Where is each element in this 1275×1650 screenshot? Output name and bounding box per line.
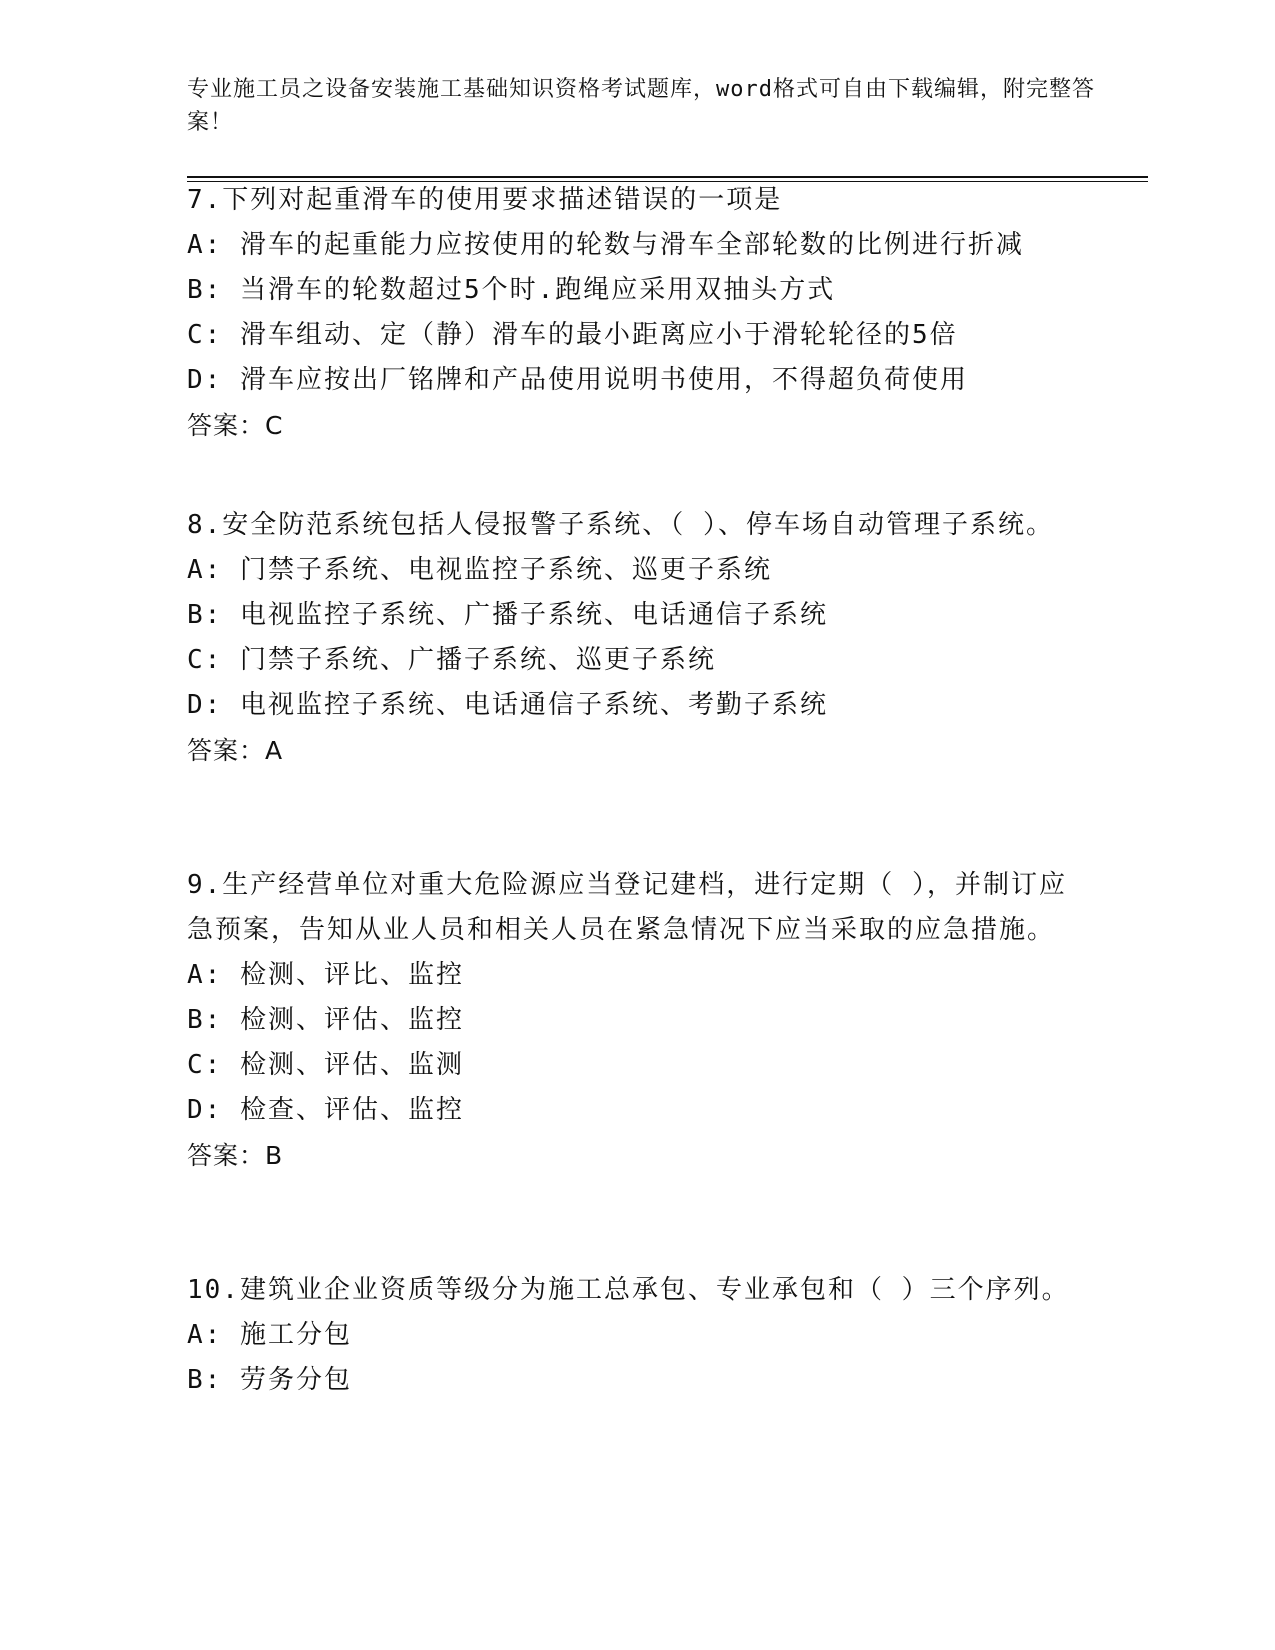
option-d xyxy=(187,1088,1087,1133)
option-c xyxy=(187,1043,1087,1088)
question-8 xyxy=(187,503,1087,773)
option-d xyxy=(187,683,1087,728)
option-text: 电视监控子系统、电话通信子系统、考勤子系统 xyxy=(239,690,828,720)
answer: 答案：A xyxy=(187,736,284,765)
option-text: 滑车应按出厂铭牌和产品使用说明书使用，不得超负荷使用 xyxy=(239,365,968,395)
option-text: 检测、评估、监测 xyxy=(239,1050,464,1080)
option-letter: A: xyxy=(187,230,223,260)
option-c xyxy=(187,313,1087,358)
option-d xyxy=(187,358,1087,403)
option-letter: D: xyxy=(187,365,223,395)
option-text: 施工分包 xyxy=(239,1320,352,1350)
option-text: 门禁子系统、广播子系统、巡更子系统 xyxy=(239,645,716,675)
option-letter: B: xyxy=(187,600,223,630)
option-b xyxy=(187,998,1087,1043)
option-a xyxy=(187,548,1087,593)
option-letter: B: xyxy=(187,1005,223,1035)
answer: 答案：B xyxy=(187,1141,284,1170)
option-letter: D: xyxy=(187,690,223,720)
option-letter: D: xyxy=(187,1095,223,1125)
option-letter: C: xyxy=(187,320,223,350)
option-letter: A: xyxy=(187,1320,223,1350)
option-text: 劳务分包 xyxy=(239,1365,352,1395)
question-9 xyxy=(187,863,1087,1178)
answer: 答案：C xyxy=(187,411,284,440)
option-text: 门禁子系统、电视监控子系统、巡更子系统 xyxy=(239,555,772,585)
option-text: 滑车组动、定（静）滑车的最小距离应小于滑轮轮径的5倍 xyxy=(239,320,958,350)
option-a xyxy=(187,1313,1087,1358)
question-stem: 9.生产经营单位对重大危险源应当登记建档，进行定期（ ），并制订应急预案，告知从业人员和相关人员在紧急情况下应当采取的应急措施。 xyxy=(187,870,1067,945)
option-letter: A: xyxy=(187,555,223,585)
option-letter: B: xyxy=(187,1365,223,1395)
document-header: 专业施工员之设备安装施工基础知识资格考试题库，word格式可自由下载编辑，附完整答案！ xyxy=(187,77,1095,135)
option-a xyxy=(187,953,1087,998)
option-letter: A: xyxy=(187,960,223,990)
question-stem: 7.下列对起重滑车的使用要求描述错误的一项是 xyxy=(187,185,783,215)
option-a xyxy=(187,223,1087,268)
option-letter: C: xyxy=(187,1050,223,1080)
option-text: 当滑车的轮数超过5个时.跑绳应采用双抽头方式 xyxy=(239,275,836,305)
option-letter: B: xyxy=(187,275,223,305)
option-text: 检测、评比、监控 xyxy=(239,960,464,990)
question-stem: 8.安全防范系统包括人侵报警子系统、（ ）、停车场自动管理子系统。 xyxy=(187,510,1054,540)
option-b xyxy=(187,268,1087,313)
option-text: 滑车的起重能力应按使用的轮数与滑车全部轮数的比例进行折减 xyxy=(239,230,1024,260)
option-b xyxy=(187,1358,1087,1403)
question-10 xyxy=(187,1268,1087,1403)
option-c xyxy=(187,638,1087,683)
question-7 xyxy=(187,178,1087,448)
question-stem: 10.建筑业企业资质等级分为施工总承包、专业承包和（ ）三个序列。 xyxy=(187,1275,1070,1305)
option-text: 电视监控子系统、广播子系统、电话通信子系统 xyxy=(239,600,828,630)
option-text: 检查、评估、监控 xyxy=(239,1095,464,1125)
option-text: 检测、评估、监控 xyxy=(239,1005,464,1035)
option-b xyxy=(187,593,1087,638)
option-letter: C: xyxy=(187,645,223,675)
